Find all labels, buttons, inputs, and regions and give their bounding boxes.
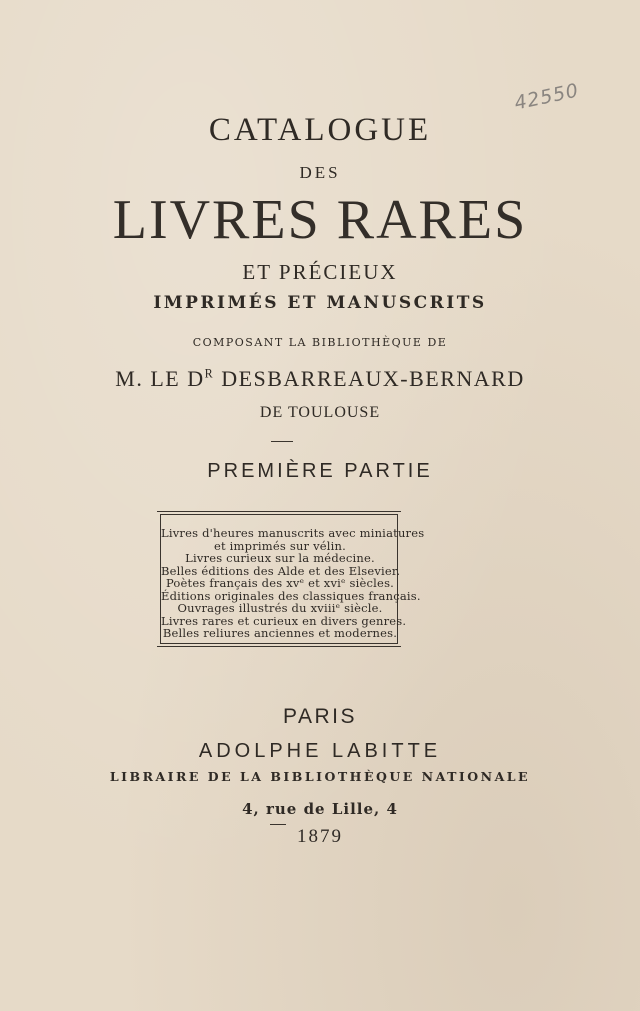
imprint-year: 1879 xyxy=(297,826,343,847)
contents-line: Belles reliures anciennes et modernes. xyxy=(162,626,398,640)
imprint-rule xyxy=(270,824,286,825)
author-line xyxy=(0,366,640,392)
contents-list xyxy=(161,526,425,640)
author-prefix: M. LE D xyxy=(115,366,205,391)
handwritten-shelfmark: 42550 xyxy=(512,79,582,115)
contents-line: Poètes français des xvᵉ et xviᵉ siècles. xyxy=(165,576,395,590)
imprint-city: PARIS xyxy=(283,705,357,728)
divider-rule xyxy=(271,441,293,442)
imprint-address: 4, rue de Lille, 4 xyxy=(242,800,398,818)
imprint-publisher: ADOLPHE LABITTE xyxy=(198,740,442,762)
contents-line: Ouvrages illustrés du xviiiᵉ siècle. xyxy=(177,601,383,615)
contents-line: Livres curieux sur la médecine. xyxy=(185,551,375,565)
title-et-precieux: ET PRÉCIEUX xyxy=(242,260,398,284)
composant-line: COMPOSANT LA BIBLIOTHÈQUE DE xyxy=(192,336,448,349)
imprint-role: LIBRAIRE DE LA BIBLIOTHÈQUE NATIONALE xyxy=(109,769,531,784)
contents-line: Éditions originales des classiques français. xyxy=(161,588,421,603)
author-name: DESBARREAUX-BERNARD xyxy=(214,366,525,391)
contents-line: Livres d'heures manuscrits avec miniatures xyxy=(161,526,425,540)
part-heading: PREMIÈRE PARTIE xyxy=(207,460,433,482)
title-des: DES xyxy=(299,163,341,182)
contents-line: Livres rares et curieux en divers genres. xyxy=(161,613,407,628)
author-city: DE TOULOUSE xyxy=(259,404,381,421)
author-superscript: R xyxy=(204,366,215,381)
title-catalogue: CATALOGUE xyxy=(208,112,432,148)
title-livres-rares: LIVRES RARES xyxy=(112,189,528,251)
title-imprimes-manuscrits: IMPRIMÉS ET MANUSCRITS xyxy=(153,293,487,313)
contents-box xyxy=(160,514,425,644)
contents-line: et imprimés sur vélin. xyxy=(213,538,347,553)
contents-line: Belles éditions des Alde et des Elsevier. xyxy=(161,563,401,578)
